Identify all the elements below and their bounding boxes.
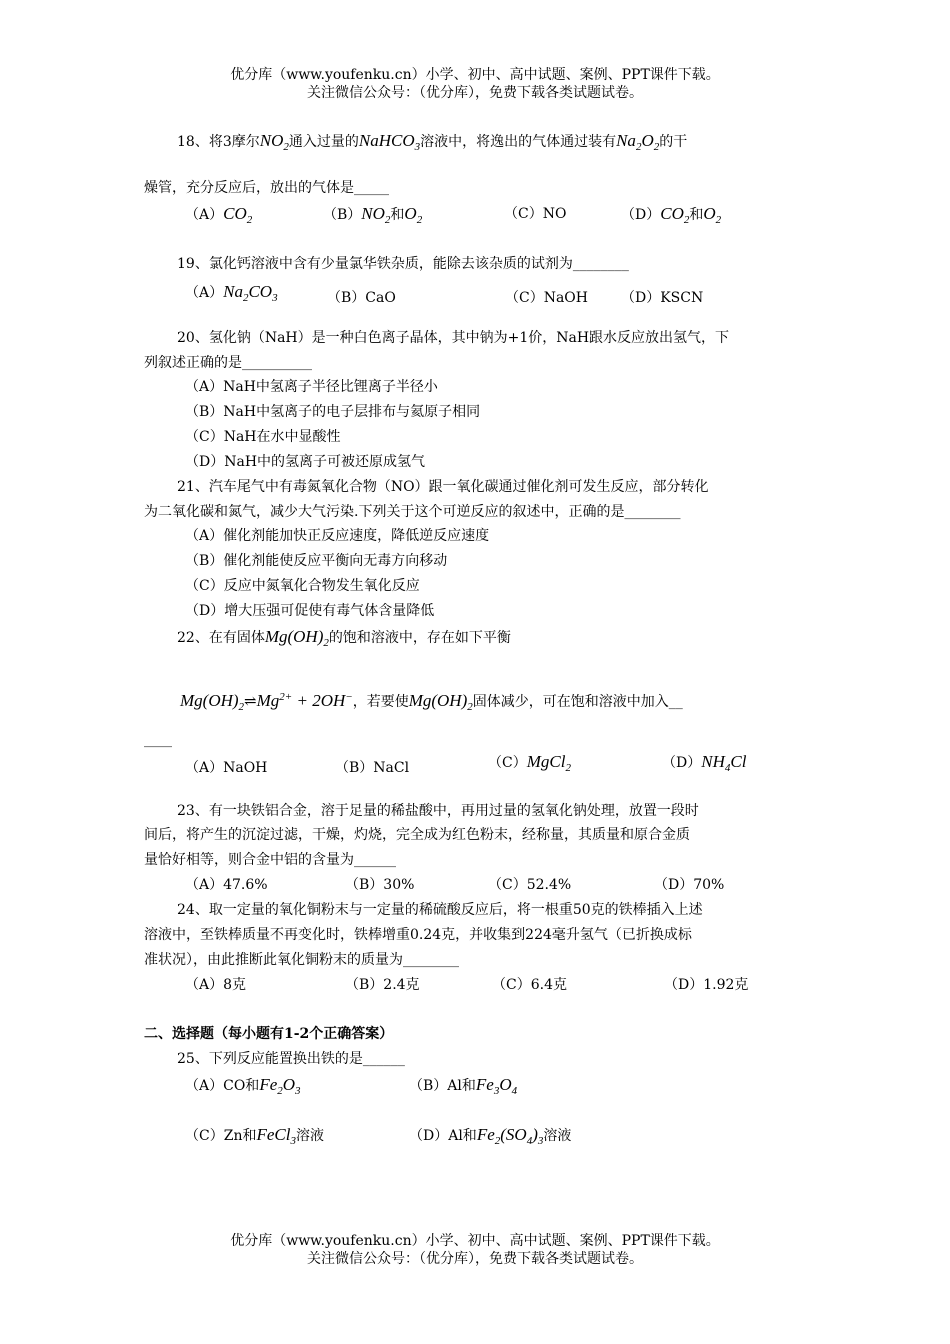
q22-stem-line1: 22、在有固体$Mg(OH)_2$的饱和溶液中，存在如下平衡 [177, 627, 511, 649]
q25-option-a: （A）CO和$Fe_2O_3$ [185, 1075, 301, 1097]
q18-option-c: （C）NO [504, 206, 567, 222]
q22-option-a: （A）NaOH [185, 760, 268, 776]
q20-option-c: （C）NaH在水中显酸性 [185, 429, 341, 445]
q20-stem-line2: 列叙述正确的是__________ [144, 355, 312, 371]
q23-option-d: （D）70% [654, 877, 725, 893]
footer-line-1: 优分库（www.youfenku.cn）小学、初中、高中试题、案例、PPT课件下载。 [230, 1233, 720, 1249]
q24-option-a: （A）8克 [185, 977, 247, 993]
header-line-1: 优分库（www.youfenku.cn）小学、初中、高中试题、案例、PPT课件下载。 [230, 67, 720, 83]
q24-option-c: （C）6.4克 [492, 977, 567, 993]
footer-line-2: 关注微信公众号：（优分库），免费下载各类试题试卷。 [307, 1251, 643, 1267]
q19-option-b: （B）CaO [327, 290, 396, 306]
q24-option-d: （D）1.92克 [664, 977, 749, 993]
q18-option-d: $(D)CO_2$和$O_2$ [621, 204, 722, 226]
q23-stem-line3: 量恰好相等，则合金中铝的含量为______ [144, 852, 396, 868]
q21-option-c: （C）反应中氮氧化合物发生氧化反应 [185, 578, 420, 594]
q18-stem-line2: 燥管，充分反应后，放出的气体是_____ [144, 180, 389, 196]
formula-na2o2: $Na_2O_2$ [616, 131, 660, 153]
q20-option-b: （B）NaH中氢离子的电子层排布与氦原子相同 [185, 404, 481, 420]
q23-option-b: （B）30% [345, 877, 415, 893]
q23-stem-line1: 23、有一块铁铝合金，溶于足量的稀盐酸中，再用过量的氢氧化钠处理，放置一段时 [177, 803, 699, 819]
q20-option-a: （A）NaH中氢离子半径比锂离子半径小 [185, 379, 438, 395]
q21-option-b: （B）催化剂能使反应平衡向无毒方向移动 [185, 553, 448, 569]
q19-option-d: （D）KSCN [621, 290, 704, 306]
q19-option-c: （C）NaOH [505, 290, 588, 306]
q22-stem-line3: ____ [144, 732, 172, 748]
q19-option-a: $(A)Na_2CO_3$ [185, 282, 278, 304]
q24-option-b: （B）2.4克 [345, 977, 420, 993]
q18-option-a: $(A)CO_2$ [185, 204, 253, 226]
q21-option-d: （D）增大压强可促使有毒气体含量降低 [185, 603, 435, 619]
q23-stem-line2: 间后，将产生的沉淀过滤，干燥，灼烧，完全成为红色粉末，经称量，其质量和原合金质 [144, 827, 690, 843]
q19-stem: 19、氯化钙溶液中含有少量氯华铁杂质，能除去该杂质的试剂为________ [177, 256, 629, 272]
q18-stem-line1: 18、将3摩尔$NO_2$通入过量的NaHCO$_3$溶液中，将逸出的气体通过装有$Na_2O_2$的干 [177, 131, 688, 153]
formula-no2: $NO_2$ [259, 131, 289, 153]
q23-option-c: （C）52.4% [488, 877, 572, 893]
q21-option-a: （A）催化剂能加快正反应速度，降低逆反应速度 [185, 528, 490, 544]
section-2-title: 二、选择题（每小题有1-2个正确答案） [144, 1026, 394, 1042]
q25-option-d: （D）Al和$Fe_2(SO_4)_3$溶液 [409, 1125, 572, 1147]
equilibrium-arrow-icon: ⇌ [244, 694, 257, 710]
q24-stem-line1: 24、取一定量的氧化铜粉末与一定量的稀硫酸反应后，将一根重50克的铁棒插入上述 [177, 902, 703, 918]
q20-option-d: （D）NaH中的氢离子可被还原成氢气 [185, 454, 426, 470]
q22-option-c: （C）MgCl$_2$ [488, 752, 571, 774]
q23-option-a: （A）47.6% [185, 877, 268, 893]
q18-option-b: $(B)NO_2$和$O_2$ [323, 204, 423, 226]
q22-equilibrium-line: $Mg(OH)_2\rightleftharpoons Mg^{2+} + 2OH^-$，若要使$Mg(OH)_2$固体减少，可在饱和溶液中加入__ [180, 691, 683, 713]
q21-stem-line1: 21、汽车尾气中有毒氮氧化合物（NO）跟一氧化碳通过催化剂可发生反应，部分转化 [177, 479, 709, 495]
q20-stem-line1: 20、氢化钠（NaH）是一种白色离子晶体，其中钠为+1价，NaH跟水反应放出氢气，下 [177, 330, 730, 346]
q22-option-b: （B）NaCl [335, 760, 410, 776]
q24-stem-line2: 溶液中，至铁棒质量不再变化时，铁棒增重0.24克，并收集到224毫升氢气（已折换成标 [144, 927, 692, 943]
header-line-2: 关注微信公众号：（优分库），免费下载各类试题试卷。 [307, 85, 643, 101]
q21-stem-line2: 为二氧化碳和氮气，减少大气污染.下列关于这个可逆反应的叙述中，正确的是________ [144, 504, 681, 520]
q22-option-d: $(D)NH_4Cl$ [662, 752, 747, 774]
q25-option-c: （C）Zn和FeCl$_3$溶液 [185, 1125, 324, 1147]
formula-nahco3: NaHCO$_3$ [358, 131, 421, 153]
equilibrium-equation: $Mg(OH)_2\rightleftharpoons Mg^{2+} + 2OH^-$ [180, 691, 353, 713]
q25-option-b: （B）Al和$Fe_3O_4$ [409, 1075, 518, 1097]
q24-stem-line3: 准状况），由此推断此氧化铜粉末的质量为________ [144, 952, 459, 968]
q25-stem: 25、下列反应能置换出铁的是______ [177, 1051, 405, 1067]
